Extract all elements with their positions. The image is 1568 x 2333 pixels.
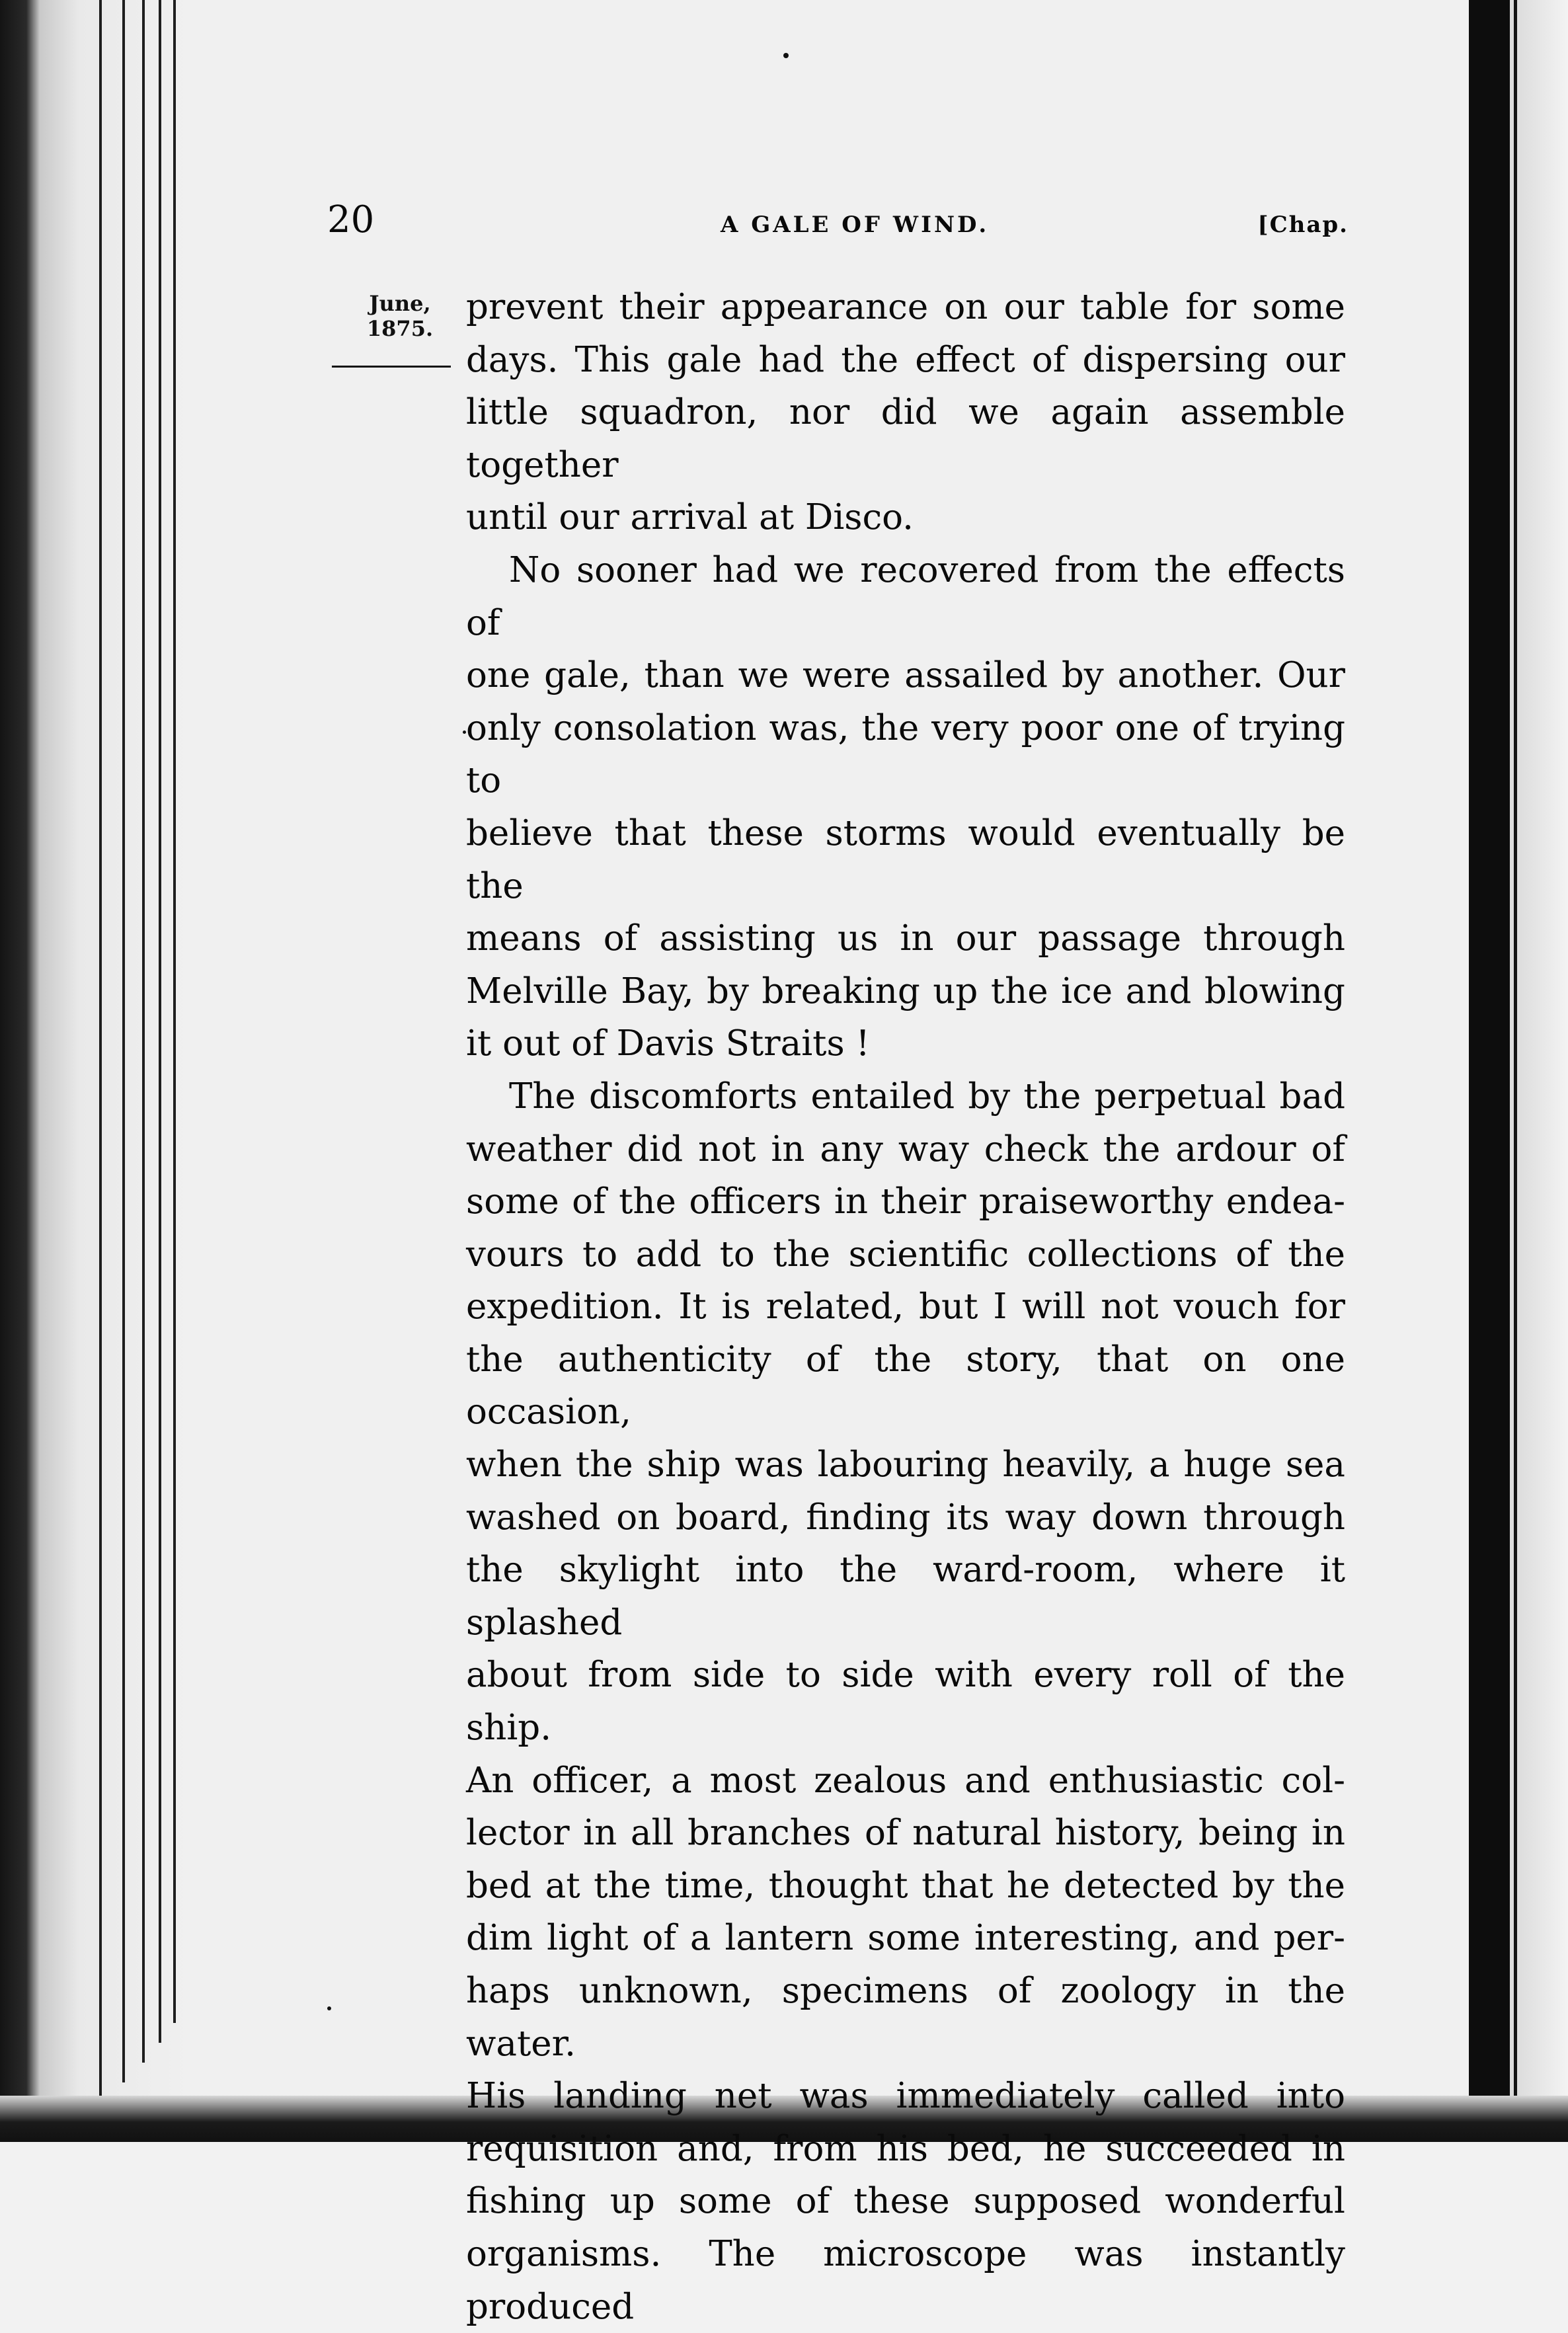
text-line: it out of Davis Straits !	[466, 1023, 870, 1064]
paragraph	[466, 281, 1345, 544]
text-line: organisms. The microscope was instantly produced	[466, 2233, 1345, 2327]
text-line: expedition. It is related, but I will not vouch for	[466, 1286, 1345, 1327]
paragraph	[466, 544, 1345, 1070]
text-line: His landing net was immediately called into	[466, 2076, 1345, 2117]
paragraph	[466, 1070, 1345, 2333]
text-line: dim light of a lantern some interesting, and per-	[466, 1918, 1345, 1959]
text-line: when the ship was labouring heavily, a huge sea	[466, 1444, 1345, 1485]
text-line: weather did not in any way check the ardour of	[466, 1128, 1345, 1169]
page-edge-stack	[0, 0, 192, 2142]
text-line: some of the officers in their praiseworthy endea-	[466, 1181, 1345, 1222]
page-edge-line	[173, 0, 176, 2023]
text-line: lector in all branches of natural history, being in	[466, 1813, 1345, 1854]
text-line: The discomforts entailed by the perpetual bad	[509, 1076, 1345, 1117]
page-number: 20	[327, 198, 375, 241]
binding-shadow	[1469, 0, 1510, 2142]
text-line: bed at the time, thought that he detected by the	[466, 1865, 1345, 1906]
running-head: A GALE OF WIND.	[721, 212, 990, 238]
text-line: the skylight into the ward-room, where it splashed	[466, 1550, 1345, 1643]
text-line: means of assisting us in our passage through	[466, 918, 1345, 959]
text-line: washed on board, finding its way down through	[466, 1497, 1345, 1538]
text-line: until our arrival at Disco.	[466, 497, 914, 538]
text-line: little squadron, nor did we again assemble together	[466, 392, 1345, 485]
margin-rule	[332, 366, 451, 368]
text-line: one gale, than we were assailed by another. Our	[466, 655, 1345, 696]
text-line: only consolation was, the very poor one of trying to	[466, 707, 1345, 801]
margin-year: 1875.	[366, 316, 434, 341]
text-line: requisition and, from his bed, he succeeded in	[466, 2128, 1345, 2169]
chapter-reference: [Chap.	[1257, 212, 1349, 238]
text-line: haps unknown, specimens of zoology in the water.	[466, 1971, 1345, 2064]
page-edge-line	[159, 0, 161, 2043]
facing-page-edge	[1510, 0, 1568, 2142]
body-text	[466, 281, 1345, 2333]
text-line: about from side to side with every roll of the ship.	[466, 1655, 1345, 1749]
text-line: vours to add to the scientific collections of the	[466, 1234, 1345, 1275]
text-line: days. This gale had the effect of dispersing our	[466, 339, 1345, 380]
facing-page-edge-line	[1514, 0, 1517, 2142]
margin-date-note	[354, 291, 446, 341]
scan-speck	[783, 53, 789, 58]
text-line: fishing up some of these supposed wonderful	[466, 2181, 1345, 2222]
text-line: the authenticity of the story, that on one occasion,	[466, 1339, 1345, 1433]
page-edge-line	[142, 0, 145, 2063]
text-line: No sooner had we recovered from the effects of	[466, 549, 1345, 643]
page-header	[327, 198, 1349, 243]
text-line: prevent their appearance on our table for some	[466, 287, 1345, 327]
text-line: An officer, a most zealous and enthusiastic col-	[466, 1760, 1345, 1801]
page-edge-line	[122, 0, 125, 2082]
text-line: believe that these storms would eventually be the	[466, 812, 1345, 906]
margin-month: June,	[369, 291, 431, 316]
scan-speck	[327, 2006, 331, 2010]
text-line: Melville Bay, by breaking up the ice and blowing	[466, 970, 1345, 1011]
page-edge-line	[99, 0, 102, 2102]
